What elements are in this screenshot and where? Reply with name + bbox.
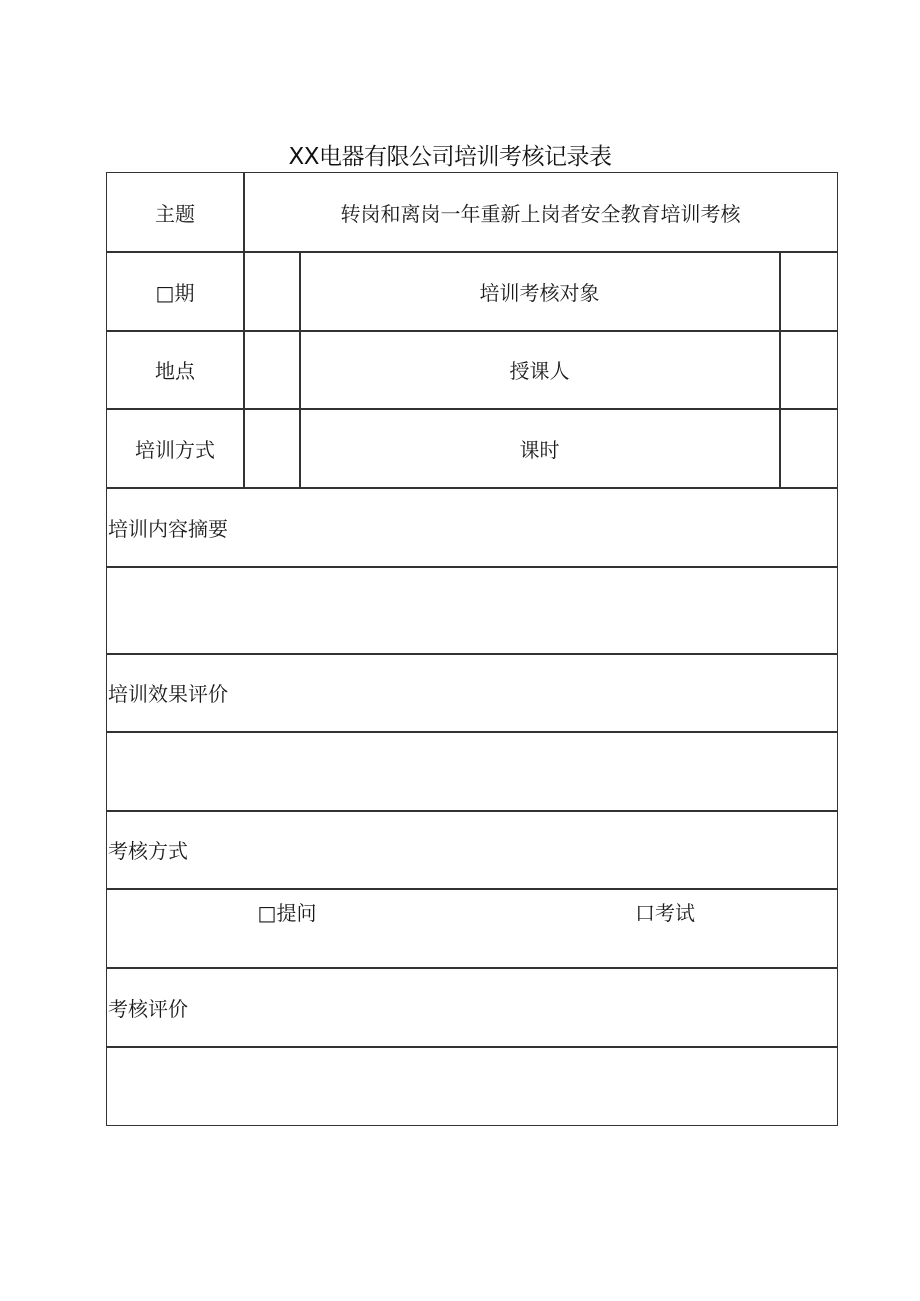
date-value[interactable] xyxy=(244,252,299,330)
row-divider xyxy=(107,888,837,890)
content-summary-label: 培训内容摘要 xyxy=(108,516,228,541)
assessment-evaluation-value[interactable] xyxy=(108,1047,837,1125)
subject-label: 主题 xyxy=(155,201,195,226)
exam-option-checkbox[interactable]: 口考试 xyxy=(635,900,695,925)
training-method-value[interactable] xyxy=(244,409,299,487)
effect-evaluation-value[interactable] xyxy=(108,732,837,810)
date-label: □期 xyxy=(155,280,195,305)
training-record-form xyxy=(106,172,838,1126)
assessment-evaluation-label: 考核评价 xyxy=(108,996,188,1021)
subject-value[interactable]: 转岗和离岗一年重新上岗者安全教育培训考核 xyxy=(340,201,741,226)
location-label: 地点 xyxy=(155,359,195,383)
instructor-value[interactable] xyxy=(780,331,837,408)
trainee-value[interactable] xyxy=(780,252,837,330)
trainee-label: 培训考核对象 xyxy=(479,280,600,305)
effect-evaluation-label: 培训效果评价 xyxy=(108,682,228,706)
assessment-method-label: 考核方式 xyxy=(108,839,188,863)
instructor-label: 授课人 xyxy=(509,359,570,383)
location-value[interactable] xyxy=(244,331,299,408)
content-summary-value[interactable] xyxy=(108,567,837,653)
class-hours-value[interactable] xyxy=(780,409,837,487)
page-title: XX电器有限公司培训考核记录表 xyxy=(288,144,612,170)
class-hours-label: 课时 xyxy=(519,437,560,462)
training-method-label: 培训方式 xyxy=(135,437,215,462)
question-option-checkbox[interactable]: □提问 xyxy=(257,900,317,925)
